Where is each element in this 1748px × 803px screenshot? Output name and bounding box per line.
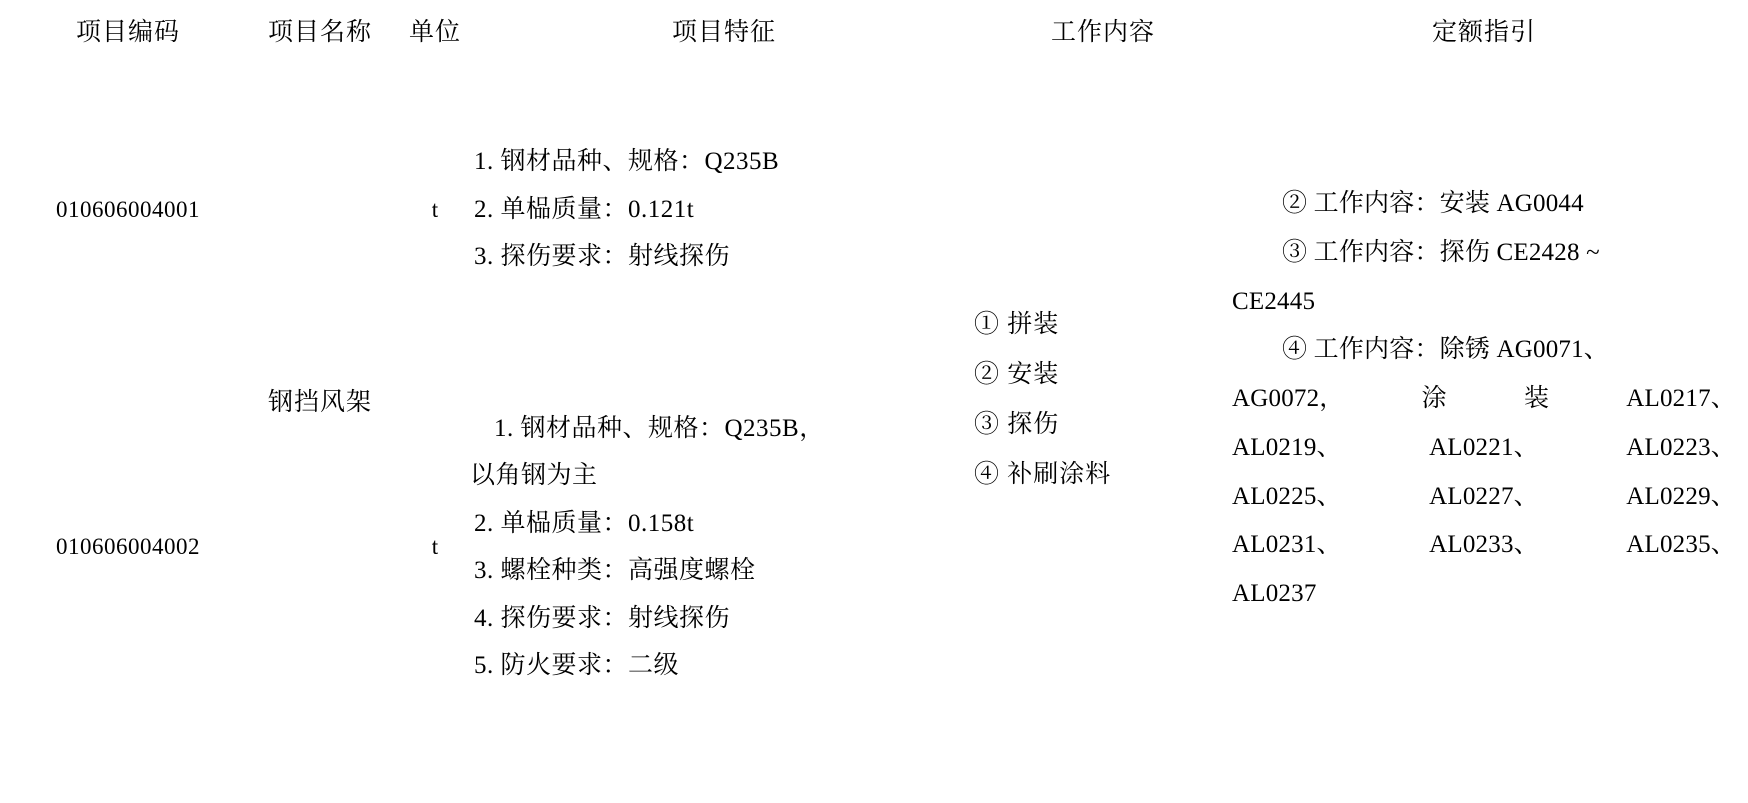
feature-line: 4. 探伤要求：射线探伤: [474, 604, 731, 632]
quota-token: 涂: [1421, 385, 1447, 413]
quota-line: [1232, 473, 1736, 522]
bill-of-quantities-table: [12, 4, 1736, 737]
column-header-work-content: 工作内容: [1050, 19, 1155, 46]
quota-token: AL0231、: [1232, 531, 1342, 559]
quota-token: AL0223、: [1626, 433, 1736, 461]
work-content-item: ③ 探伤: [974, 410, 1060, 438]
column-header-features: 项目特征: [671, 19, 776, 46]
feature-line: 2. 单榀质量：0.121t: [474, 195, 695, 223]
quota-token: AL0227、: [1429, 482, 1539, 510]
feature-line: [474, 405, 974, 453]
cell-features-2: [470, 357, 974, 737]
work-content-item: ② 安装: [974, 360, 1060, 388]
feature-line: 2. 单榀质量：0.158t: [474, 509, 695, 537]
table-header: [12, 4, 1736, 62]
table-row: [12, 62, 1736, 357]
column-header-code: 项目编码: [75, 19, 180, 46]
cell-work-content: [974, 62, 1232, 737]
quota-token: AL0233、: [1429, 531, 1539, 559]
feature-line: 1. 钢材品种、规格：Q235B: [474, 148, 780, 176]
cell-item-code-2: 010606004002: [56, 534, 200, 559]
quota-token: AL0221、: [1429, 433, 1539, 461]
cell-features-1: [474, 62, 974, 357]
quota-token: AL0225、: [1232, 482, 1342, 510]
feature-text: 1. 钢材品种、规格：Q235B，: [494, 414, 825, 442]
table-header-row: [12, 4, 1736, 62]
quota-token: AL0217、: [1626, 385, 1736, 413]
cell-unit-1: t: [431, 196, 439, 222]
cell-item-name: 钢挡风架: [267, 388, 372, 416]
cell-unit-2: t: [431, 534, 439, 559]
quota-line: CE2445: [1232, 287, 1316, 315]
feature-line: 5. 防火要求：二级: [474, 652, 680, 679]
quota-line: [1232, 424, 1736, 473]
column-header-quota-guide: 定额指引: [1431, 19, 1536, 46]
quota-token: AG0072，: [1232, 385, 1345, 413]
quota-line: AL0237: [1232, 580, 1317, 608]
feature-line: 以角钢为主: [470, 462, 598, 489]
quota-token: AL0235、: [1626, 531, 1736, 559]
quota-line: ② 工作内容：安装 AG0044: [1282, 190, 1584, 218]
feature-line: 3. 探伤要求：射线探伤: [474, 243, 731, 271]
column-header-name: 项目名称: [267, 19, 372, 46]
column-header-unit: 单位: [408, 19, 461, 46]
cell-quota-guide: [1232, 62, 1736, 737]
quota-token: 装: [1523, 385, 1550, 413]
quota-line: [1232, 375, 1736, 424]
quota-line: ④ 工作内容：除锈 AG0071、: [1282, 336, 1610, 364]
quota-line: ③ 工作内容：探伤 CE2428 ~: [1282, 238, 1600, 266]
document-page: [0, 4, 1748, 803]
quota-line: [1232, 521, 1736, 570]
quota-token: AL0229、: [1626, 482, 1736, 510]
cell-item-code-1: 010606004001: [56, 196, 200, 222]
table-body: [12, 62, 1736, 737]
feature-line: 3. 螺栓种类：高强度螺栓: [474, 557, 756, 584]
work-content-item: ④ 补刷涂料: [974, 460, 1112, 488]
work-content-item: ① 拼装: [974, 310, 1060, 338]
quota-token: AL0219、: [1232, 433, 1342, 461]
